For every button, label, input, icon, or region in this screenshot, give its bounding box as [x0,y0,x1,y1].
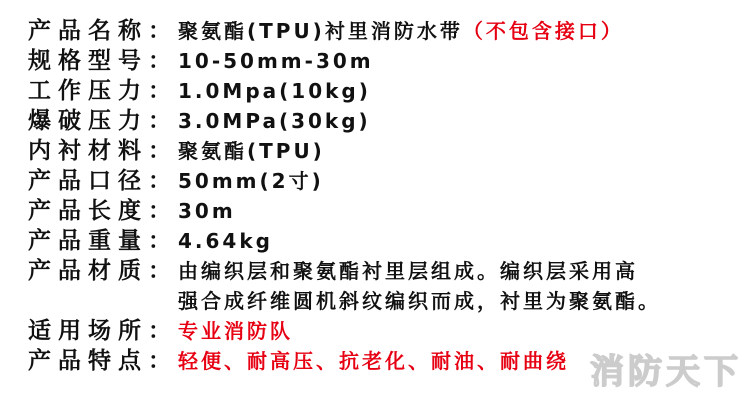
spec-label: 规格型号： [28,48,178,74]
spec-label: 产品名称： [28,18,178,44]
spec-value: 10-50mm-30m [178,49,374,73]
spec-label: 产品口径： [28,168,178,194]
spec-value: 50mm(2寸) [178,169,324,193]
spec-value-highlight: 轻便、耐高压、抗老化、耐油、耐曲绕 [178,349,569,373]
spec-row-burst-pressure [28,106,750,136]
spec-row-material-continued [28,286,750,316]
spec-row-length [28,196,750,226]
spec-row-working-pressure [28,76,750,106]
spec-row-application [28,316,750,346]
spec-label: 产品特点： [28,348,178,374]
spec-value-highlight: （不包含接口） [462,19,624,43]
spec-label: 适用场所： [28,318,178,344]
spec-label: 爆破压力： [28,108,178,134]
spec-value: 4.64kg [178,229,273,253]
spec-value: 30m [178,199,236,223]
spec-value-highlight: 专业消防队 [178,319,293,343]
spec-value: 聚氨酯(TPU)衬里消防水带 [178,19,463,43]
spec-value-continued: 强合成纤维圆机斜纹编织而成，衬里为聚氨酯。 [178,289,661,313]
spec-label: 内衬材料： [28,138,178,164]
spec-label: 产品长度： [28,198,178,224]
spec-row-diameter [28,166,750,196]
spec-row-material [28,256,750,286]
spec-value: 1.0Mpa(10kg) [178,79,371,103]
spec-value: 由编织层和聚氨酯衬里层组成。编织层采用高 [178,259,638,283]
spec-row-lining-material [28,136,750,166]
spec-row-product-name [28,16,750,46]
spec-label: 产品材质： [28,258,178,284]
spec-row-model [28,46,750,76]
spec-value: 3.0MPa(30kg) [178,109,371,133]
spec-row-weight [28,226,750,256]
spec-value: 聚氨酯(TPU) [178,139,325,163]
spec-label: 产品重量： [28,228,178,254]
spec-label: 工作压力： [28,78,178,104]
watermark: 消防天下 [590,352,742,392]
